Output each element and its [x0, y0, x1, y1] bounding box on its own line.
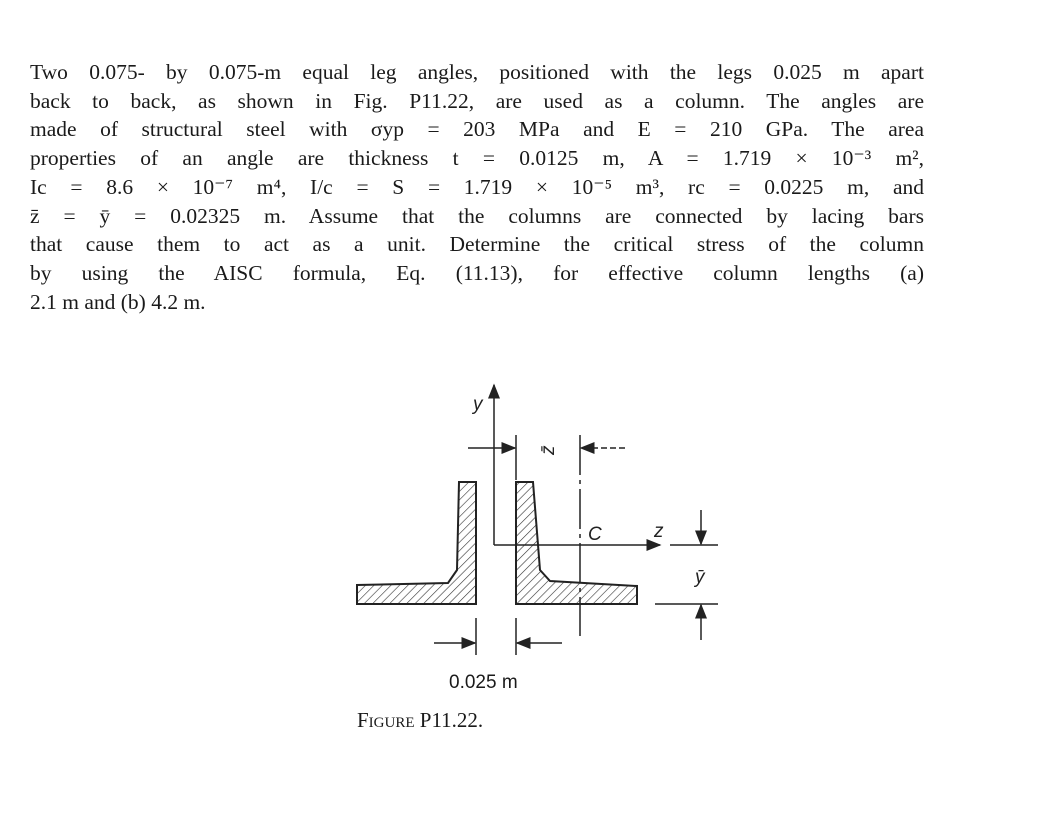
problem-line: Two 0.075- by 0.075-m equal leg angles, positioned with the legs 0.025 m apart: [30, 60, 924, 84]
caption-prefix: Figure: [357, 708, 415, 732]
caption-number: P11.22.: [419, 708, 484, 732]
right-angle-section: [516, 482, 637, 604]
problem-line: z̄ = ȳ = 0.02325 m. Assume that the columns are connected by lacing bars: [30, 203, 924, 228]
y-axis-label: y: [473, 394, 483, 415]
problem-line: 2.1 m and (b) 4.2 m.: [30, 289, 206, 314]
problem-line: made of structural steel with σyp = 203 MPa and E = 210 GPa. The area: [30, 117, 924, 142]
problem-line: back to back, as shown in Fig. P11.22, are used as a column. The angles are: [30, 88, 924, 113]
problem-line: Ic = 8.6 × 10⁻⁷ m⁴, I/c = S = 1.719 × 10⁻⁵ m³, rc = 0.0225 m, and: [30, 174, 924, 199]
centroid-label: C: [588, 524, 602, 545]
zbar-label: z̄: [538, 445, 559, 455]
problem-line: by using the AISC formula, Eq. (11.13), for effective column lengths (a): [30, 260, 924, 285]
problem-line: that cause them to act as a unit. Determine the critical stress of the column: [30, 232, 924, 257]
ybar-label: ȳ: [695, 567, 705, 588]
figure-caption: [357, 708, 483, 733]
gap-dimension-label: 0.025 m: [449, 672, 518, 693]
problem-line: properties of an angle are thickness t = 0.0125 m, A = 1.719 × 10⁻³ m²,: [30, 146, 924, 171]
left-angle-section: [357, 482, 476, 604]
z-axis-label: z: [654, 521, 664, 542]
